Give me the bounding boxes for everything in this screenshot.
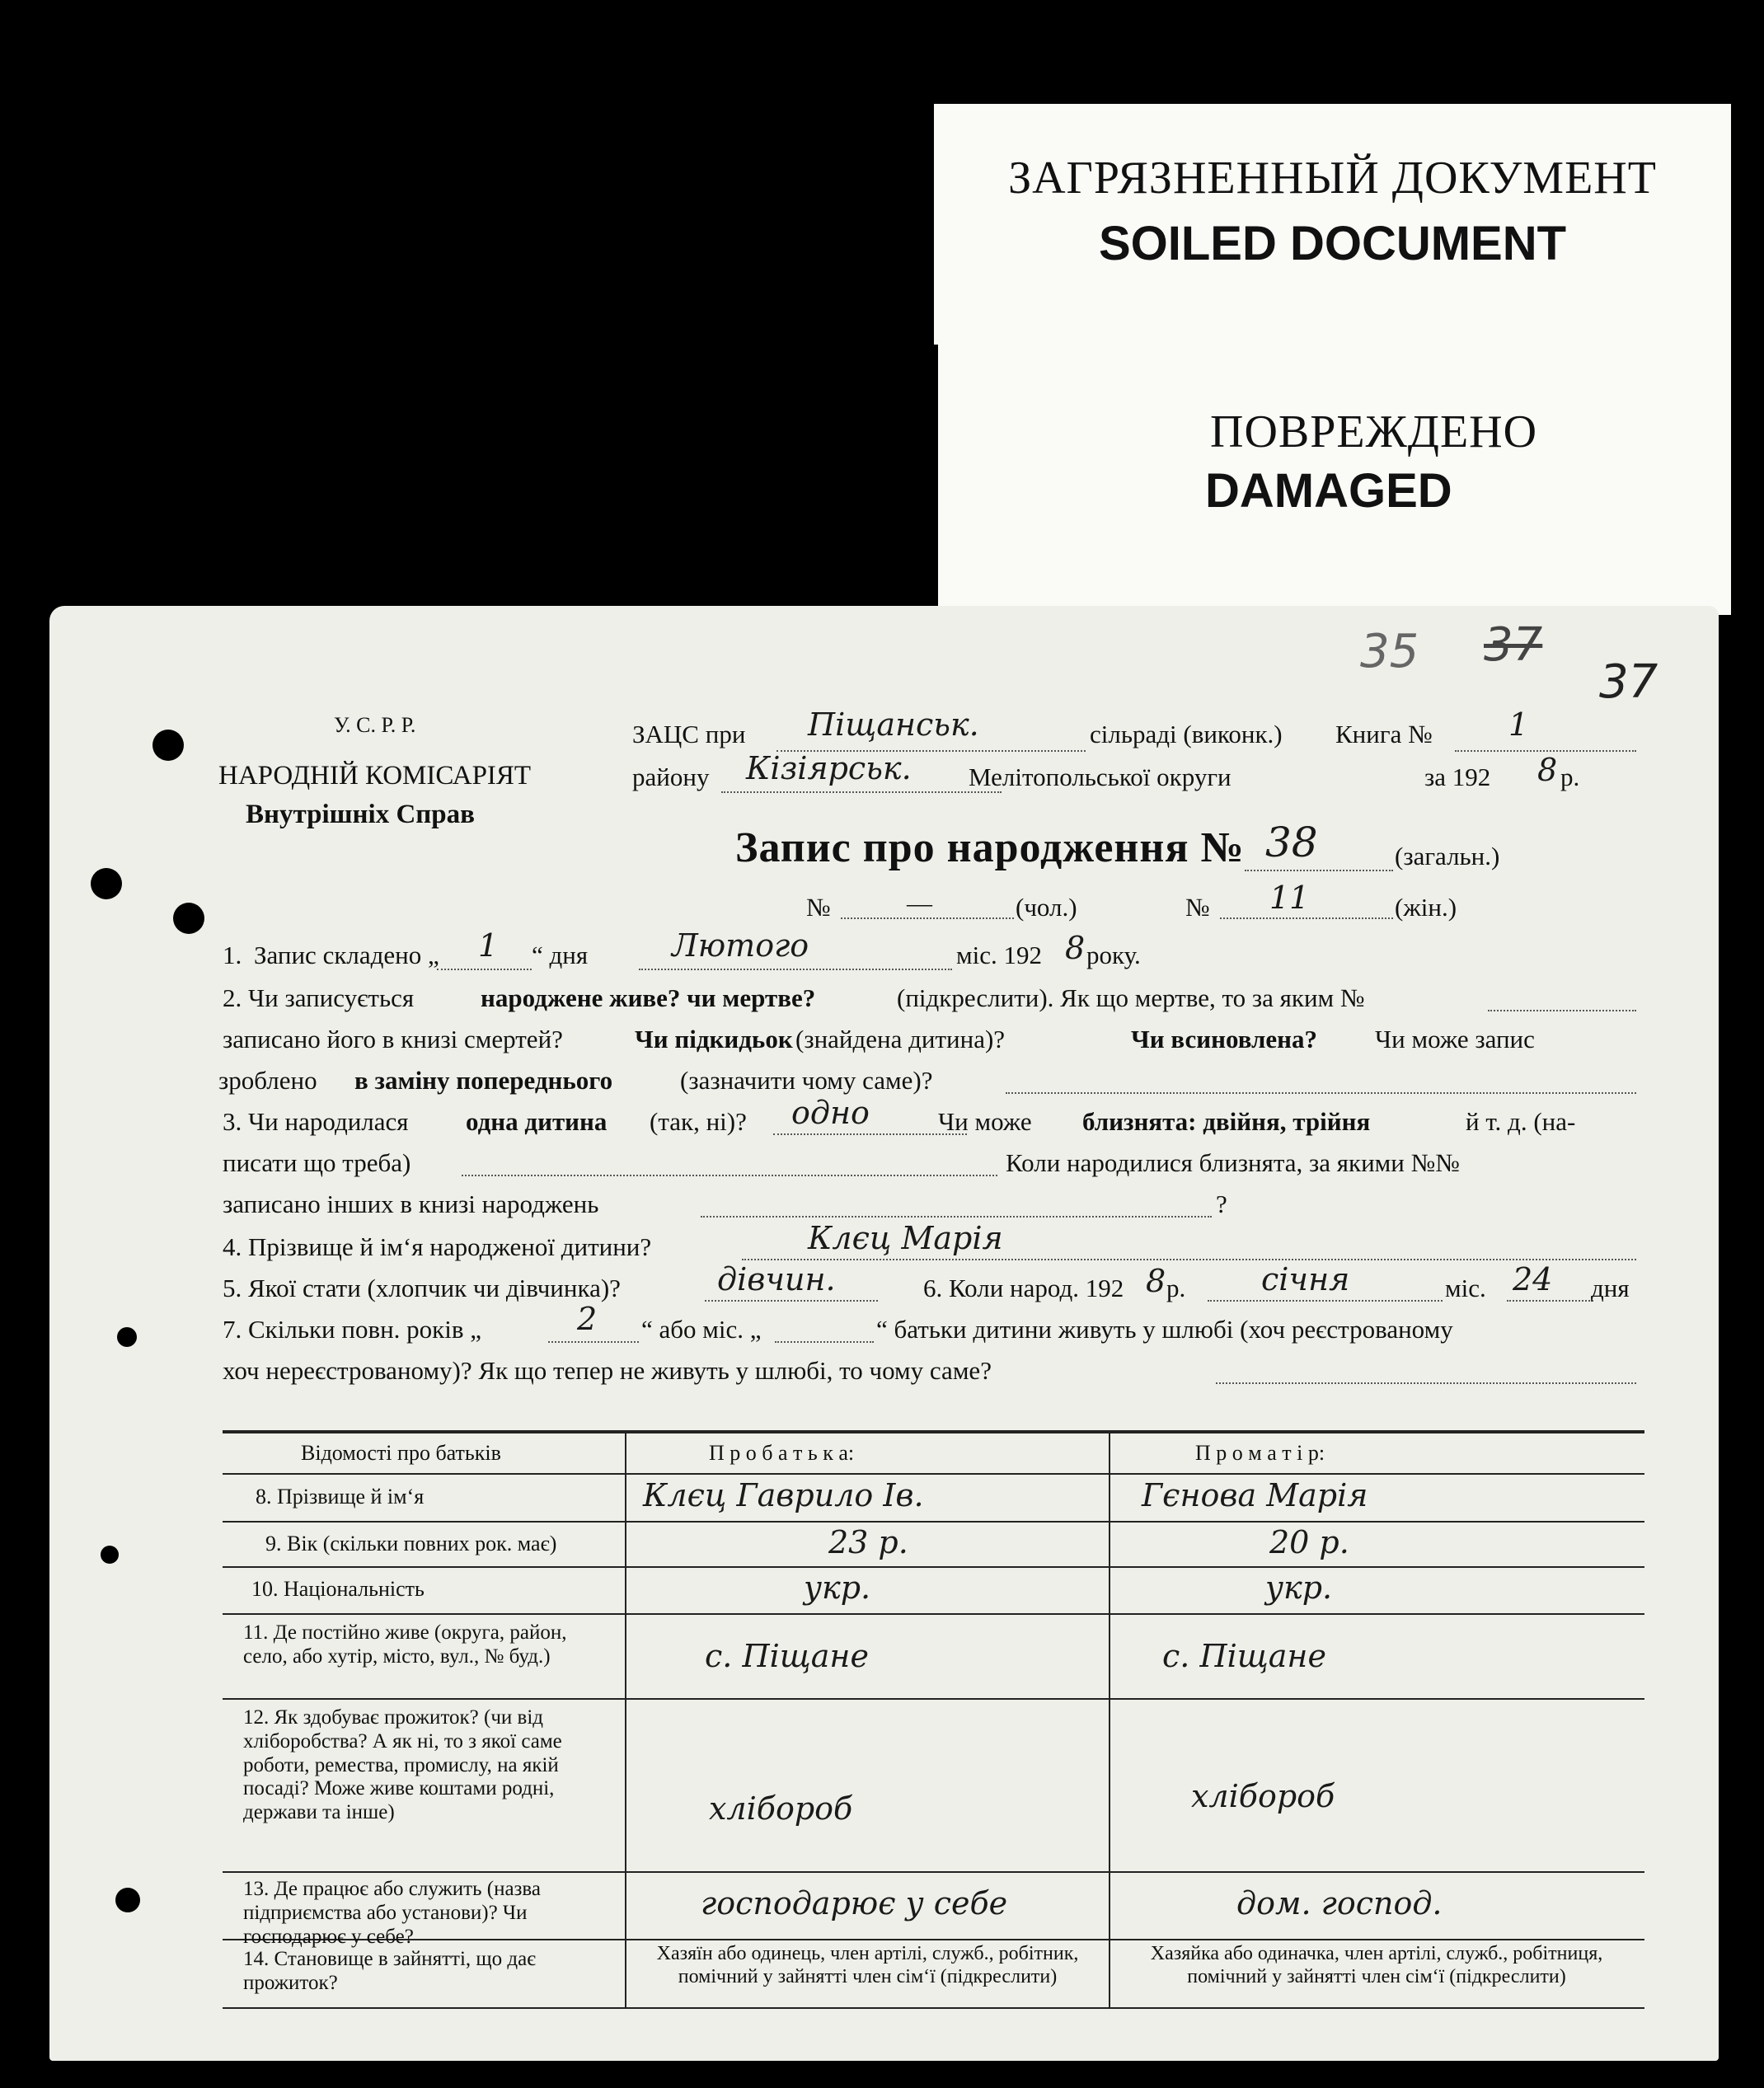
table-head-mother: П р о м а т і р: <box>1195 1441 1325 1465</box>
row13-mother: дом. господ. <box>1236 1885 1443 1921</box>
q2-line2-e: Чи може запис <box>1375 1025 1535 1053</box>
row12-mother: хлібороб <box>1191 1778 1335 1814</box>
damaged-document-label <box>938 343 1731 615</box>
q3-line1-b: одна дитина <box>466 1107 608 1136</box>
row9-mother: 20 р. <box>1269 1524 1349 1560</box>
row10-father: укр. <box>804 1570 871 1606</box>
q2-line3-a: зроблено <box>218 1066 317 1095</box>
q6-question: 6. Коли народ. 192 <box>923 1274 1124 1302</box>
q6-r: р. <box>1166 1274 1186 1302</box>
punch-hole <box>173 903 204 934</box>
q3-line1-a: 3. Чи народилася <box>223 1107 409 1136</box>
row12-label: 12. Як здобуває прожиток? (чи від хліборобства? А як ні, то з якої саме роботи, ремества, промислу, на якій посаді? Може живе коштами родні, держави та інше) <box>243 1706 562 1823</box>
row8-father: Клєц Гаврило Ів. <box>643 1477 924 1513</box>
row10-mother: укр. <box>1265 1570 1333 1606</box>
female-label: (жін.) <box>1395 893 1457 922</box>
year-digit: 8 <box>1537 752 1558 788</box>
soiled-document-label <box>934 104 1731 345</box>
commissariat-header: НАРОДНІЙ КОМІСАРІЯТ <box>218 761 532 791</box>
okrug-name: Мелітопольської округи <box>969 762 1232 791</box>
row8-label: 8. Прізвище й ім‘я <box>256 1485 425 1509</box>
q3-line3-a: записано інших в книзі народжень <box>223 1189 599 1218</box>
q2-line1-b: народжене живе? чи мертве? <box>481 983 816 1012</box>
q1-text-d: року. <box>1086 941 1141 969</box>
q3-line1-c: (так, ні)? <box>650 1107 747 1136</box>
q2-line2-a: записано його в книзі смертей? <box>223 1025 563 1053</box>
council-suffix: сільраді (виконк.) <box>1090 720 1283 748</box>
row11-mother: с. Піщане <box>1162 1638 1326 1674</box>
punch-hole <box>152 730 184 761</box>
q7-line1-c: “ батьки дитини живуть у шлюбі (хоч реєстрованому <box>876 1315 1453 1344</box>
soiled-label-ru: ЗАГРЯЗНЕННЫЙ ДОКУМЕНТ <box>1008 152 1657 204</box>
row13-label: 13. Де працює або служить (назва підприємства або установи)? Чи господарює у себе? <box>243 1878 541 1948</box>
female-number: 11 <box>1269 880 1310 916</box>
q3-line1-d: Чи може <box>938 1107 1032 1136</box>
q7-line1-b: “ або міс. „ <box>641 1315 762 1344</box>
soiled-label-en: SOILED DOCUMENT <box>1098 217 1567 270</box>
q3-line3-b: ? <box>1216 1189 1227 1218</box>
row8-mother: Гєнова Марія <box>1142 1477 1368 1513</box>
archive-number-3: 37 <box>1599 655 1658 709</box>
q3-line1-e: близнята: двійня, трійня <box>1082 1107 1371 1136</box>
birth-record-sheet <box>49 606 1719 2061</box>
q1-year-digit: 8 <box>1065 930 1086 966</box>
q2-line1-c: (підкреслити). Як що мертве, то за яким № <box>897 983 1365 1012</box>
year-prefix: за 192 <box>1424 762 1491 791</box>
damaged-label-en: DAMAGED <box>1205 464 1452 518</box>
row14-mother: Хазяйка або одиначка, член артілі, служб., робітниця, помічний у зайнятті член сім‘ї (підкреслити) <box>1150 1943 1603 1987</box>
record-title: Запис про народження № <box>735 824 1245 871</box>
female-no-label: № <box>1185 893 1210 922</box>
q3-line2-a: писати що треба) <box>223 1148 411 1177</box>
ussr-header: У. С. Р. Р. <box>334 713 416 737</box>
q2-line3-b: в заміну попереднього <box>354 1066 613 1095</box>
q5-sex: дівчин. <box>717 1261 836 1297</box>
general-record-number: 38 <box>1265 819 1318 866</box>
q3-line2-b: Коли народилися близнята, за якими №№ <box>1006 1148 1460 1177</box>
book-label: Книга № <box>1335 720 1433 748</box>
row12-father: хлібороб <box>709 1790 853 1827</box>
district-name: Кізіярськ. <box>746 750 912 786</box>
village-name: Піщанськ. <box>808 706 979 743</box>
table-head-father: П р о б а т ь к а: <box>709 1441 855 1465</box>
row11-father: с. Піщане <box>705 1638 869 1674</box>
male-label: (чол.) <box>1016 893 1077 922</box>
q1-number: 1. <box>223 941 242 969</box>
book-number: 1 <box>1508 706 1529 743</box>
q6-dnya: дня <box>1591 1274 1630 1302</box>
q3-answer: одно <box>791 1095 870 1131</box>
table-head-info: Відомості про батьків <box>301 1441 501 1465</box>
q6-month: січня <box>1261 1261 1350 1297</box>
archive-number-2: 37 <box>1484 618 1543 672</box>
damaged-label-ru: ПОВРЕЖДЕНО <box>1210 406 1538 457</box>
row11-label: 11. Де постійно живе (округа, район, село, або хутір, місто, вул., № буд.) <box>243 1621 567 1668</box>
internal-affairs-header: Внутрішніх Справ <box>246 800 475 829</box>
q7-years: 2 <box>577 1301 598 1337</box>
q1-month: Лютого <box>672 927 809 964</box>
row14-label: 14. Становище в зайнятті, що дає прожиток? <box>243 1948 536 1994</box>
q3-line1-f: й т. д. (на- <box>1466 1107 1576 1136</box>
row13-father: господарює у себе <box>701 1885 1008 1921</box>
q2-line2-c: (знайдена дитина)? <box>795 1025 1006 1053</box>
district-prefix: району <box>632 762 710 791</box>
q2-line1-a: 2. Чи записується <box>223 983 415 1012</box>
male-no-label: № <box>806 893 831 922</box>
q2-line3-c: (зазначити чому саме)? <box>680 1066 933 1095</box>
q1-text-a: Запис складено „ <box>254 941 439 969</box>
q7-line1-a: 7. Скільки повн. років „ <box>223 1315 481 1344</box>
q4-question: 4. Прізвище й ім‘я народженої дитини? <box>223 1232 652 1261</box>
punch-hole <box>101 1546 119 1564</box>
q4-child-name: Клєц Марія <box>808 1220 1003 1256</box>
q1-text-c: міс. 192 <box>956 941 1042 969</box>
row10-label: 10. Національність <box>251 1577 425 1601</box>
row9-label: 9. Вік (скільки повних рок. має) <box>265 1532 557 1555</box>
q6-mis: міс. <box>1445 1274 1486 1302</box>
punch-hole <box>117 1327 137 1347</box>
row9-father: 23 р. <box>828 1524 908 1560</box>
q2-line2-d: Чи всиновлена? <box>1131 1025 1318 1053</box>
q2-line2-b: Чи підкидьок <box>635 1025 793 1053</box>
year-suffix: р. <box>1560 762 1580 791</box>
general-label: (загальн.) <box>1395 842 1500 870</box>
zags-prefix: ЗАЦС при <box>632 720 746 748</box>
q1-text-b: “ дня <box>532 941 589 969</box>
q1-day: 1 <box>478 927 499 964</box>
q6-day: 24 <box>1513 1261 1553 1297</box>
male-number: — <box>907 889 932 917</box>
q7-line2: хоч нереєстрованому)? Як що тепер не живуть у шлюбі, то чому саме? <box>223 1356 992 1385</box>
punch-hole <box>91 868 122 899</box>
q5-question: 5. Якої стати (хлопчик чи дівчинка)? <box>223 1274 621 1302</box>
archive-number-1: 35 <box>1360 625 1419 678</box>
q6-year-digit: 8 <box>1146 1263 1166 1299</box>
row14-father: Хазяїн або одинець, член артілі, служб., робітник, помічний у зайнятті член сім‘ї (підкреслити) <box>656 1943 1079 1987</box>
punch-hole <box>115 1888 140 1912</box>
